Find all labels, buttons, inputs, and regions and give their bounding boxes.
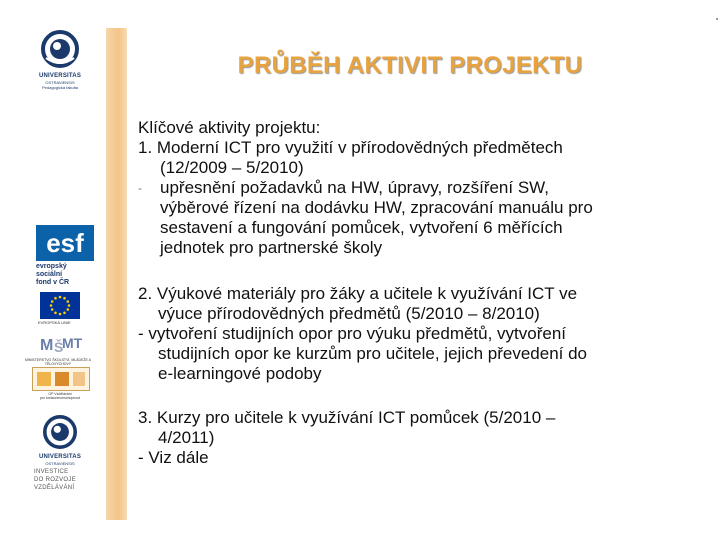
activity-1-item-3: sestavení a fungování pomůcek, vytvoření 6 měřících (160, 218, 563, 237)
activity-1-title: 1. Moderní ICT pro využití v přírodovědných předmětech (138, 138, 563, 157)
activity-3-title-cont: 4/2011) (158, 428, 215, 447)
activity-2-title-cont: výuce přírodovědných předmětů (5/2010 – 8/2010) (158, 304, 540, 323)
eu-caption: EVROPSKÁ UNIE (38, 320, 71, 325)
activity-3-title: 3. Kurzy pro učitele k využívání ICT pomůcek (5/2010 – (138, 408, 556, 427)
op-caption-2: pro konkurenceschopnost (39, 396, 81, 400)
msmt-caption: MINISTERSTVO ŠKOLSTVÍ, MLÁDEŽE A TĚLOVÝCHOVY (25, 358, 91, 366)
bullet-dash: - (138, 181, 142, 195)
op-emblem-icon (33, 368, 89, 390)
investice-line-3: VZDĚLÁVÁNÍ (34, 485, 75, 491)
msmt-logo (38, 330, 83, 358)
investice-slogan (34, 468, 76, 492)
activity-3-item-1: - Viz dále (138, 448, 209, 467)
esf-line-2: sociální (36, 271, 63, 278)
university-emblem-icon (40, 30, 80, 68)
esf-line-1: evropský (36, 263, 67, 270)
university-emblem-icon (42, 415, 78, 449)
op-caption (22, 392, 98, 400)
university-sub: OSTRAVIENSIS (45, 80, 75, 85)
svg-text:MT: MT (62, 335, 83, 351)
university-logo-bottom (30, 415, 90, 466)
university-name-bottom: UNIVERSITAS (38, 454, 82, 460)
university-logo-top (30, 30, 90, 90)
msmt-emblem-icon (38, 330, 83, 358)
activity-2-item-2: studijních opor ke kurzům pro učitele, jejich převedení do (158, 344, 588, 363)
op-logo (32, 367, 90, 391)
svg-text:Š: Š (54, 339, 64, 355)
esf-line-3: fond v ČR (36, 279, 70, 286)
activity-1-bullet (138, 178, 678, 198)
corner-dot (716, 18, 718, 20)
activity-1-item-2: výběrové řízení na dodávku HW, zpracování manuálu pro (160, 198, 593, 217)
activity-1-date: (12/2009 – 5/2010) (160, 158, 304, 177)
esf-mark: esf (36, 225, 94, 261)
university-name: UNIVERSITAS (38, 73, 82, 79)
activity-2-title: 2. Výukové materiály pro žáky a učitele k využívání ICT ve (138, 284, 578, 303)
investice-line-2: DO ROZVOJE (34, 477, 77, 483)
slide-title: PRŮBĚH AKTIVIT PROJEKTU (237, 52, 583, 79)
university-sub-bottom: OSTRAVIENSIS (45, 461, 75, 466)
activity-1-item-4: jednotek pro partnerské školy (160, 238, 383, 257)
esf-logo (36, 225, 96, 287)
faculty-name: Pedagogická fakulta (41, 85, 79, 90)
eu-flag-icon (40, 292, 80, 319)
intro-text: Klíčové aktivity projektu: (138, 118, 321, 137)
investice-line-1: INVESTICE (34, 469, 69, 475)
sidebar-logos (0, 0, 106, 540)
slide-content (138, 118, 678, 468)
svg-text:M: M (40, 337, 54, 354)
activity-1-item-1: upřesnění požadavků na HW, úpravy, rozšíření SW, (160, 178, 549, 197)
op-caption-1: OP Vzdělávání (48, 392, 72, 396)
activity-2-item-3: e-learningové podoby (158, 364, 322, 383)
activity-2-item-1: - vytvoření studijních opor pro výuku předmětů, vytvoření (138, 324, 567, 343)
decorative-strip (106, 28, 127, 520)
